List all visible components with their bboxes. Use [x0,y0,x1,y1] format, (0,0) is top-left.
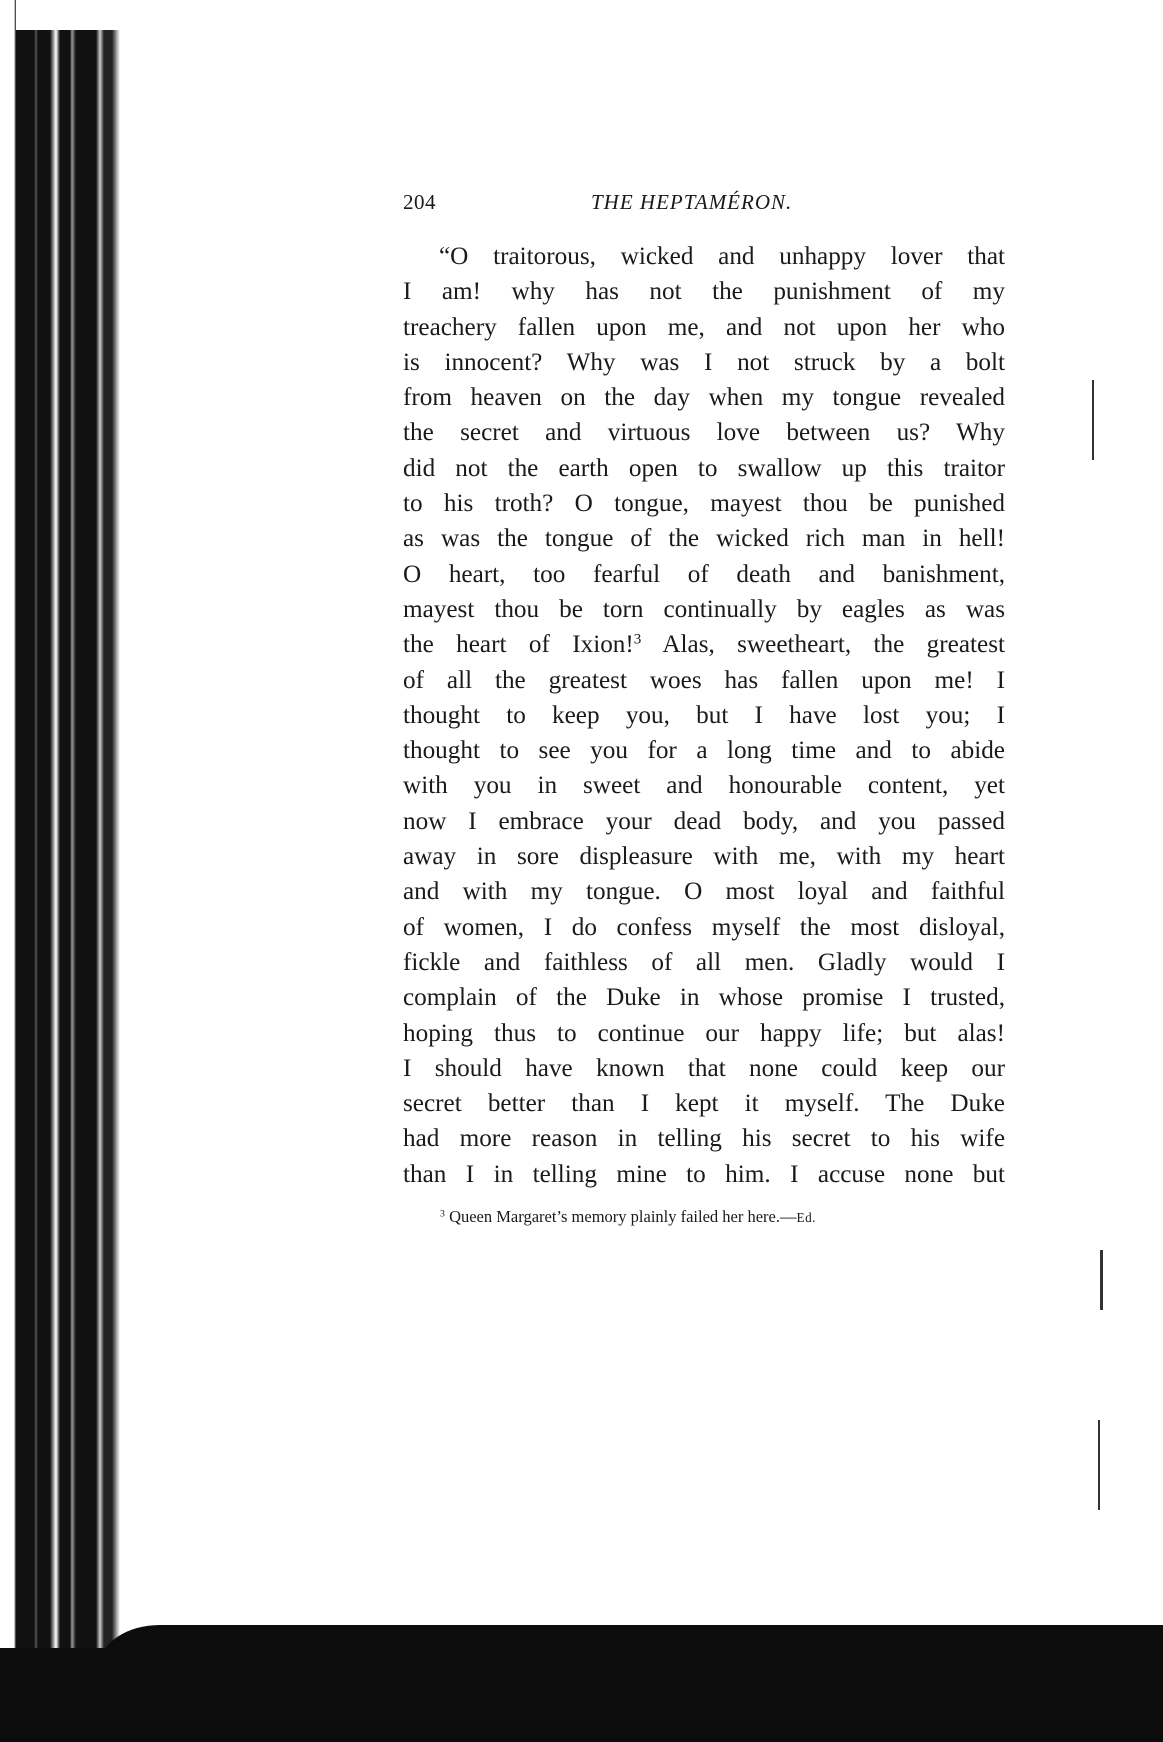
text-line: to his troth? O tongue, mayest thou be punished [403,490,1005,518]
book-binding-shadow [0,0,140,1742]
footnote-text: Queen Margaret’s memory plainly failed her here.— [444,1207,797,1227]
text-line: I should have known that none could keep our [403,1054,1005,1082]
text-line: the secret and virtuous love between us? Why [403,419,1005,447]
text-line: with you in sweet and honourable content, yet [403,772,1005,800]
text-line: treachery fallen upon me, and not upon her who [403,313,1005,341]
text-line: than I in telling mine to him. I accuse none but [403,1160,1005,1188]
text-line: I am! why has not the punishment of my [403,278,1005,306]
text-line: thought to see you for a long time and to abide [403,737,1005,765]
text-line: did not the earth open to swallow up this traitor [403,454,1005,482]
text-line: fickle and faithless of all men. Gladly would I [403,948,1005,976]
footnote-marker: 3 [440,1208,445,1220]
text-line: from heaven on the day when my tongue revealed [403,384,1005,412]
text-line: secret better than I kept it myself. The Duke [403,1090,1005,1118]
text-line: had more reason in telling his secret to his wife [403,1125,1005,1153]
footnote [403,1206,1005,1229]
text-line-with-note [403,627,1005,662]
book-page [403,190,1005,1229]
text-line: away in sore displeasure with me, with my heart [403,843,1005,871]
running-head [403,190,1005,224]
text-line: now I embrace your dead body, and you passed [403,807,1005,835]
bottom-scan-shadow [0,1648,1163,1742]
text-line: is innocent? Why was I not struck by a bolt [403,348,1005,376]
text-line: of all the greatest woes has fallen upon me! I [403,666,1005,694]
text-fragment: the heart of Ixion! [403,631,634,659]
text-line: as was the tongue of the wicked rich man in hell! [403,525,1005,553]
footnote-reference[interactable]: 3 [633,631,642,648]
binding-gap [16,0,128,30]
scan-mark [1098,1420,1100,1510]
text-line: hoping thus to continue our happy life; but alas! [403,1019,1005,1047]
text-line: mayest thou be torn continually by eagles as was [403,595,1005,623]
text-line: of women, I do confess myself the most disloyal, [403,913,1005,941]
scan-mark [1100,1250,1103,1310]
footnote-editor: Ed. [796,1210,816,1226]
text-line: thought to keep you, but I have lost you; I [403,701,1005,729]
text-fragment: Alas, sweetheart, the greatest [641,631,1005,659]
text-line: complain of the Duke in whose promise I trusted, [403,984,1005,1012]
running-title: THE HEPTAMÉRON. [591,190,793,214]
text-line: O heart, too fearful of death and banishment, [403,560,1005,588]
body-text [403,239,1005,1192]
scan-mark [1092,380,1094,460]
text-line: and with my tongue. O most loyal and faithful [403,878,1005,906]
page-number: 204 [403,190,436,214]
text-line: “O traitorous, wicked and unhappy lover that [439,243,1005,270]
